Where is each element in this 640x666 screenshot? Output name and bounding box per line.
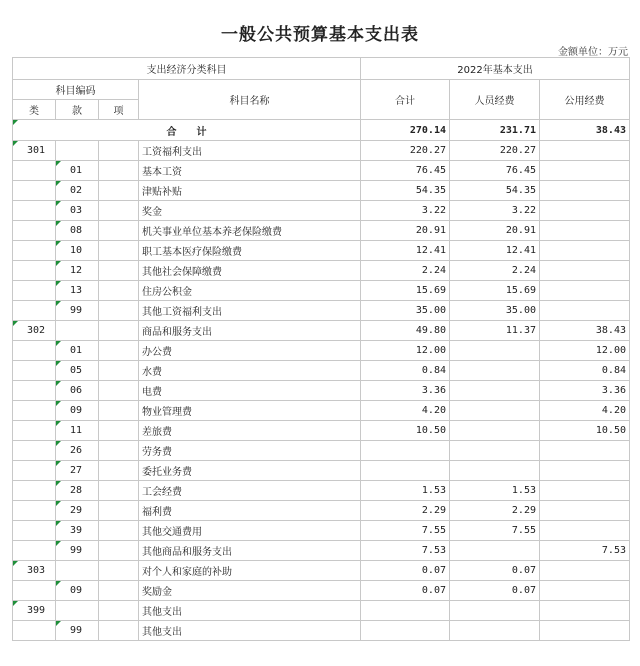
amount-public [540, 201, 630, 221]
table-row [13, 301, 630, 321]
table-row [13, 541, 630, 561]
lei-code [13, 161, 56, 181]
kuan-code: 12 [56, 261, 99, 281]
lei-code [13, 201, 56, 221]
amount-personnel [450, 601, 540, 621]
kuan-code: 03 [56, 201, 99, 221]
lei-code [13, 401, 56, 421]
amount-group-header: 2022年基本支出 [361, 58, 630, 80]
amount-personnel: 12.41 [450, 241, 540, 261]
amount-total [361, 601, 450, 621]
amount-total: 4.20 [361, 401, 450, 421]
kuan-code: 99 [56, 621, 99, 641]
lei-code: 303 [13, 561, 56, 581]
item-name: 电费 [139, 381, 361, 401]
amount-total: 10.50 [361, 421, 450, 441]
amount-personnel: 15.69 [450, 281, 540, 301]
xiang-code [99, 201, 139, 221]
amount-personnel [450, 441, 540, 461]
amount-public [540, 521, 630, 541]
amount-personnel [450, 621, 540, 641]
item-name: 商品和服务支出 [139, 321, 361, 341]
xiang-code [99, 601, 139, 621]
amount-personnel [450, 381, 540, 401]
amount-public [540, 461, 630, 481]
item-name: 差旅费 [139, 421, 361, 441]
item-name: 其他交通费用 [139, 521, 361, 541]
xiang-code [99, 361, 139, 381]
lei-code [13, 301, 56, 321]
table-row [13, 321, 630, 341]
amount-total: 54.35 [361, 181, 450, 201]
item-name: 委托业务费 [139, 461, 361, 481]
lei-code [13, 521, 56, 541]
amount-total: 0.07 [361, 581, 450, 601]
amount-total: 3.22 [361, 201, 450, 221]
amount-public [540, 481, 630, 501]
xiang-code [99, 281, 139, 301]
amount-public [540, 501, 630, 521]
table-row [13, 361, 630, 381]
item-name: 其他支出 [139, 621, 361, 641]
lei-code: 399 [13, 601, 56, 621]
item-name: 对个人和家庭的补助 [139, 561, 361, 581]
lei-code: 302 [13, 321, 56, 341]
amount-public [540, 261, 630, 281]
amount-public [540, 241, 630, 261]
kuan-code: 09 [56, 581, 99, 601]
amount-personnel [450, 341, 540, 361]
lei-code [13, 621, 56, 641]
xiang-code [99, 481, 139, 501]
item-name: 办公费 [139, 341, 361, 361]
amount-public [540, 301, 630, 321]
amount-personnel: 2.24 [450, 261, 540, 281]
item-name: 机关事业单位基本养老保险缴费 [139, 221, 361, 241]
item-name: 工会经费 [139, 481, 361, 501]
item-name: 福利费 [139, 501, 361, 521]
xiang-code [99, 501, 139, 521]
amount-personnel: 7.55 [450, 521, 540, 541]
table-row [13, 381, 630, 401]
table-row [13, 221, 630, 241]
item-name: 物业管理费 [139, 401, 361, 421]
amount-personnel: 0.07 [450, 561, 540, 581]
amount-personnel: 54.35 [450, 181, 540, 201]
amount-total: 76.45 [361, 161, 450, 181]
code-group-header: 科目编码 [13, 80, 139, 100]
kuan-code [56, 601, 99, 621]
total-header: 合计 [361, 80, 450, 120]
lei-header: 类 [13, 100, 56, 120]
amount-public: 0.84 [540, 361, 630, 381]
item-name: 基本工资 [139, 161, 361, 181]
xiang-code [99, 321, 139, 341]
lei-code [13, 361, 56, 381]
amount-public: 7.53 [540, 541, 630, 561]
table-row [13, 141, 630, 161]
amount-public [540, 561, 630, 581]
lei-code [13, 461, 56, 481]
xiang-code [99, 461, 139, 481]
amount-personnel: 35.00 [450, 301, 540, 321]
table-row [13, 441, 630, 461]
kuan-code: 13 [56, 281, 99, 301]
table-row [13, 241, 630, 261]
amount-total: 35.00 [361, 301, 450, 321]
budget-table [12, 57, 630, 641]
amount-personnel [450, 541, 540, 561]
kuan-code: 01 [56, 341, 99, 361]
amount-public: 12.00 [540, 341, 630, 361]
lei-code [13, 221, 56, 241]
kuan-code: 01 [56, 161, 99, 181]
table-row [13, 461, 630, 481]
table-row [13, 161, 630, 181]
kuan-code: 27 [56, 461, 99, 481]
lei-code [13, 441, 56, 461]
amount-public: 3.36 [540, 381, 630, 401]
amount-personnel: 11.37 [450, 321, 540, 341]
xiang-code [99, 621, 139, 641]
unit-label: 金额单位：万元 [558, 47, 628, 58]
kuan-code: 99 [56, 301, 99, 321]
table-row [13, 561, 630, 581]
kuan-code: 02 [56, 181, 99, 201]
table-row [13, 601, 630, 621]
amount-personnel [450, 421, 540, 441]
amount-total [361, 621, 450, 641]
lei-code [13, 341, 56, 361]
lei-code [13, 281, 56, 301]
amount-personnel: 20.91 [450, 221, 540, 241]
xiang-code [99, 181, 139, 201]
amount-public [540, 281, 630, 301]
kuan-code: 08 [56, 221, 99, 241]
page-title: 一般公共预算基本支出表 [221, 25, 419, 45]
lei-code [13, 241, 56, 261]
amount-personnel: 0.07 [450, 581, 540, 601]
amount-total: 12.00 [361, 341, 450, 361]
total-public: 38.43 [540, 120, 630, 141]
lei-code [13, 421, 56, 441]
amount-total [361, 441, 450, 461]
xiang-code [99, 421, 139, 441]
total-label: 合 计 [13, 120, 361, 141]
amount-personnel: 220.27 [450, 141, 540, 161]
kuan-code: 26 [56, 441, 99, 461]
table-row [13, 401, 630, 421]
amount-total: 3.36 [361, 381, 450, 401]
kuan-code: 06 [56, 381, 99, 401]
xiang-code [99, 441, 139, 461]
kuan-code: 29 [56, 501, 99, 521]
table-row [13, 621, 630, 641]
amount-public [540, 181, 630, 201]
amount-public [540, 621, 630, 641]
xiang-code [99, 541, 139, 561]
kuan-code: 05 [56, 361, 99, 381]
table-row [13, 521, 630, 541]
item-name: 奖金 [139, 201, 361, 221]
xiang-code [99, 221, 139, 241]
total-row [13, 120, 630, 141]
kuan-code: 39 [56, 521, 99, 541]
xiang-header: 项 [99, 100, 139, 120]
name-header: 科目名称 [139, 80, 361, 120]
amount-public [540, 581, 630, 601]
amount-total: 49.80 [361, 321, 450, 341]
lei-code [13, 581, 56, 601]
amount-total: 0.84 [361, 361, 450, 381]
item-name: 职工基本医疗保险缴费 [139, 241, 361, 261]
amount-total: 7.55 [361, 521, 450, 541]
xiang-code [99, 161, 139, 181]
lei-code [13, 261, 56, 281]
kuan-code: 11 [56, 421, 99, 441]
table-row [13, 261, 630, 281]
amount-public [540, 161, 630, 181]
amount-public [540, 441, 630, 461]
lei-code [13, 181, 56, 201]
xiang-code [99, 241, 139, 261]
amount-public: 4.20 [540, 401, 630, 421]
kuan-code: 09 [56, 401, 99, 421]
xiang-code [99, 561, 139, 581]
kuan-code: 10 [56, 241, 99, 261]
item-name: 工资福利支出 [139, 141, 361, 161]
xiang-code [99, 341, 139, 361]
lei-code [13, 481, 56, 501]
amount-total: 0.07 [361, 561, 450, 581]
xiang-code [99, 141, 139, 161]
item-name: 水费 [139, 361, 361, 381]
table-row [13, 581, 630, 601]
xiang-code [99, 521, 139, 541]
table-row [13, 501, 630, 521]
amount-personnel: 1.53 [450, 481, 540, 501]
lei-code [13, 381, 56, 401]
total-personnel: 231.71 [450, 120, 540, 141]
amount-personnel: 76.45 [450, 161, 540, 181]
amount-public: 38.43 [540, 321, 630, 341]
item-name: 其他支出 [139, 601, 361, 621]
kuan-code [56, 561, 99, 581]
table-row [13, 421, 630, 441]
table-row [13, 201, 630, 221]
table-row [13, 281, 630, 301]
amount-public [540, 601, 630, 621]
table-row [13, 341, 630, 361]
personnel-header: 人员经费 [450, 80, 540, 120]
kuan-code [56, 141, 99, 161]
amount-total: 12.41 [361, 241, 450, 261]
table-row [13, 481, 630, 501]
amount-public [540, 221, 630, 241]
xiang-code [99, 401, 139, 421]
item-name: 劳务费 [139, 441, 361, 461]
item-name: 其他社会保障缴费 [139, 261, 361, 281]
xiang-code [99, 581, 139, 601]
item-name: 其他工资福利支出 [139, 301, 361, 321]
category-group-header: 支出经济分类科目 [13, 58, 361, 80]
amount-personnel [450, 361, 540, 381]
public-header: 公用经费 [540, 80, 630, 120]
amount-total: 2.29 [361, 501, 450, 521]
item-name: 奖励金 [139, 581, 361, 601]
kuan-header: 款 [56, 100, 99, 120]
amount-total: 2.24 [361, 261, 450, 281]
amount-total: 15.69 [361, 281, 450, 301]
amount-personnel [450, 401, 540, 421]
item-name: 津贴补贴 [139, 181, 361, 201]
table-row [13, 181, 630, 201]
amount-total: 220.27 [361, 141, 450, 161]
amount-personnel [450, 461, 540, 481]
item-name: 其他商品和服务支出 [139, 541, 361, 561]
amount-total [361, 461, 450, 481]
amount-public: 10.50 [540, 421, 630, 441]
lei-code [13, 501, 56, 521]
xiang-code [99, 381, 139, 401]
amount-personnel: 3.22 [450, 201, 540, 221]
amount-total: 1.53 [361, 481, 450, 501]
amount-public [540, 141, 630, 161]
lei-code [13, 541, 56, 561]
lei-code: 301 [13, 141, 56, 161]
kuan-code: 28 [56, 481, 99, 501]
total-amount: 270.14 [361, 120, 450, 141]
kuan-code: 99 [56, 541, 99, 561]
amount-personnel: 2.29 [450, 501, 540, 521]
xiang-code [99, 261, 139, 281]
kuan-code [56, 321, 99, 341]
amount-total: 20.91 [361, 221, 450, 241]
amount-total: 7.53 [361, 541, 450, 561]
xiang-code [99, 301, 139, 321]
item-name: 住房公积金 [139, 281, 361, 301]
